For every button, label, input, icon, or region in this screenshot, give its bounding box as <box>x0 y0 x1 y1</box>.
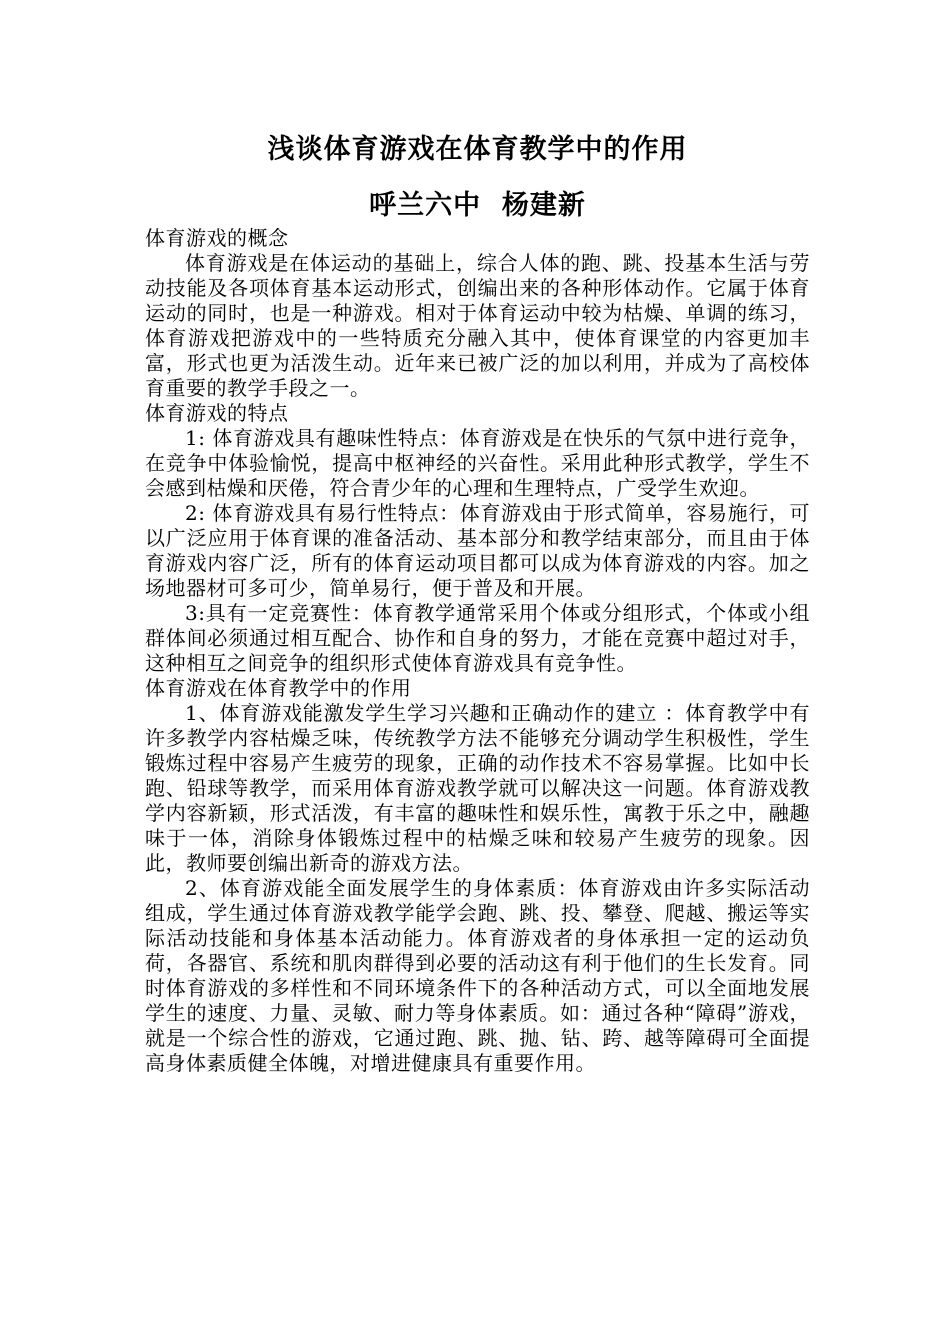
section-concept <box>145 226 810 401</box>
section-heading: 体育游戏在体育教学中的作用 <box>145 676 412 700</box>
section-features <box>145 401 810 676</box>
paragraph: 1、体育游戏能激发学生学习兴趣和正确动作的建立 ：体育教学中有许多教学内容枯燥乏味，传统教学方法不能够充分调动学生积极性，学生锻炼过程中容易产生疲劳的现象，正确的动作技术不容易掌握。比如中长跑、铅球等教学，而采用体育游戏教学就可以解决这一问题。体育游戏教学内容新颖，形式活泼，有丰富的趣味性和娱乐性，寓教于乐之中，融趣味于一体，消除身体锻炼过程中的枯燥乏味和较易产生疲劳的现象。因此，教师要创编出新奇的游戏方法。 <box>145 701 810 875</box>
section-role <box>145 676 810 1076</box>
paragraph: 3:具有一定竞赛性：体育教学通常采用个体或分组形式，个体或小组群体间必须通过相互配合、协作和自身的努力，才能在竞赛中超过对手，这种相互之间竞争的组织形式使体育游戏具有竞争性。 <box>145 601 810 675</box>
document-body <box>145 226 810 1076</box>
document-page <box>145 118 810 1076</box>
section-heading: 体育游戏的概念 <box>145 226 289 250</box>
document-title: 浅谈体育游戏在体育教学中的作用 <box>267 134 688 165</box>
document-author: 呼兰六中 杨建新 <box>369 190 586 221</box>
paragraph: 体育游戏是在体运动的基础上，综合人体的跑、跳、投基本生活与劳动技能及各项体育基本运动形式，创编出来的各种形体动作。它属于体育运动的同时，也是一种游戏。相对于体育运动中较为枯燥、单调的练习，体育游戏把游戏中的一些特质充分融入其中，使体育课堂的内容更加丰富，形式也更为活泼生动。近年来已被广泛的加以利用，并成为了高校体育重要的教学手段之一。 <box>145 251 810 400</box>
section-heading: 体育游戏的特点 <box>145 401 289 425</box>
paragraph: 2、体育游戏能全面发展学生的身体素质：体育游戏由许多实际活动组成，学生通过体育游戏教学能学会跑、跳、投、攀登、爬越、搬运等实际活动技能和身体基本活动能力。体育游戏者的身体承担一定的运动负荷，各器官、系统和肌肉群得到必要的活动这有利于他们的生长发育。同时体育游戏的多样性和不同环境条件下的各种活动方式，可以全面地发展学生的速度、力量、灵敏、耐力等身体素质。如：通过各种“障碍”游戏，就是一个综合性的游戏，它通过跑、跳、抛、钻、跨、越等障碍可全面提高身体素质健全体魄，对增进健康具有重要作用。 <box>145 876 810 1075</box>
paragraph: 1: 体育游戏具有趣味性特点：体育游戏是在快乐的气氛中进行竞争，在竞争中体验愉悦，提高中枢神经的兴奋性。采用此种形式教学，学生不会感到枯燥和厌倦，符合青少年的心理和生理特点，广受学生欢迎。 <box>145 426 810 500</box>
paragraph: 2: 体育游戏具有易行性特点：体育游戏由于形式简单，容易施行，可以广泛应用于体育课的准备活动、基本部分和教学结束部分，而且由于体育游戏内容广泛，所有的体育运动项目都可以成为体育游戏的内容。加之场地器材可多可少，简单易行，便于普及和开展。 <box>145 501 810 600</box>
